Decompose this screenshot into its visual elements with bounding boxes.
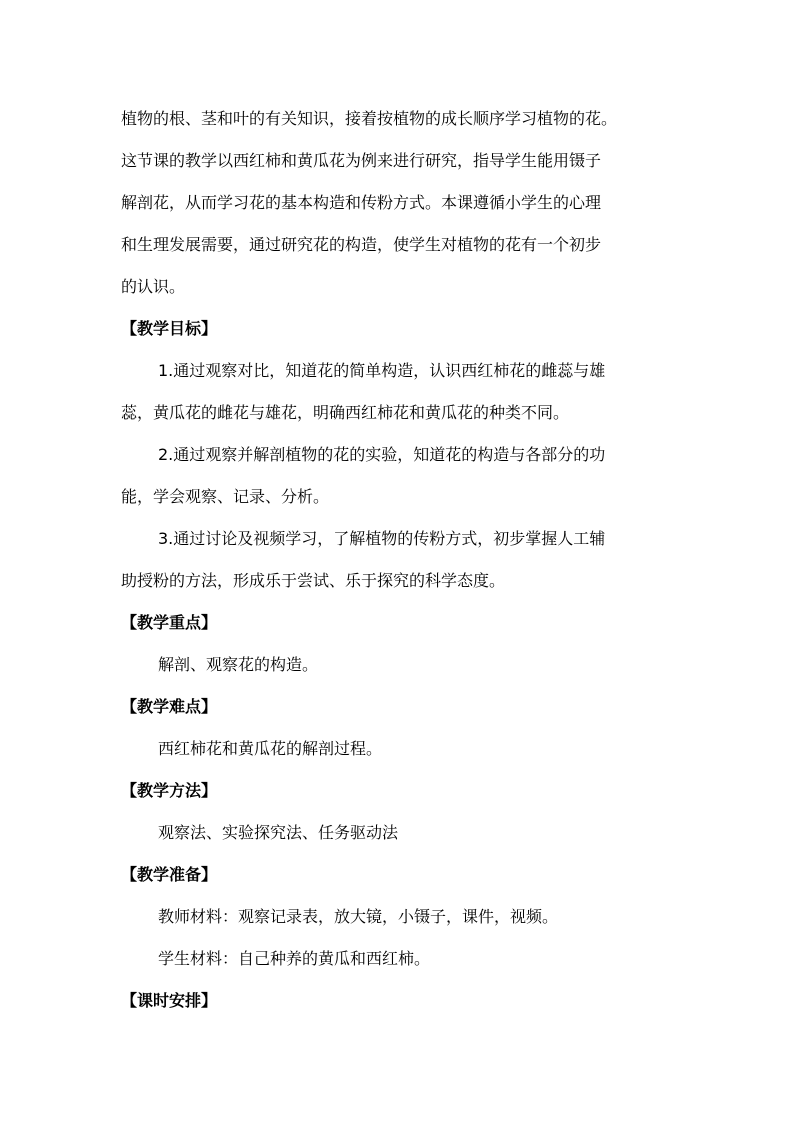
student-materials: 学生材料：自己种养的黄瓜和西红柿。: [158, 949, 431, 968]
objective-line: 3.通过讨论及视频学习，了解植物的传粉方式，初步掌握人工辅: [158, 529, 606, 548]
objective-item: [121, 434, 677, 518]
objective-line: 蕊，黄瓜花的雌花与雄花，明确西红柿花和黄瓜花的种类不同。: [121, 403, 570, 422]
intro-line: 的认识。: [121, 277, 186, 296]
difficulty-heading: 【教学难点】: [121, 697, 218, 716]
intro-line: 这节课的教学以西红柿和黄瓜花为例来进行研究，指导学生能用镊子: [121, 151, 602, 170]
method-heading: 【教学方法】: [121, 781, 218, 800]
objective-item: [121, 518, 677, 602]
intro-line: 植物的根、茎和叶的有关知识，接着按植物的成长顺序学习植物的花。: [121, 109, 618, 128]
key-point-heading: 【教学重点】: [121, 613, 218, 632]
objective-item: [121, 350, 677, 434]
intro-line: 和生理发展需要，通过研究花的构造，使学生对植物的花有一个初步: [121, 235, 602, 254]
method-text: 观察法、实验探究法、任务驱动法: [158, 823, 399, 842]
intro-line: 解剖花，从而学习花的基本构造和传粉方式。本课遵循小学生的心理: [121, 193, 602, 212]
teacher-materials: 教师材料：观察记录表，放大镜，小镊子，课件，视频。: [158, 907, 559, 926]
objective-line: 助授粉的方法，形成乐于尝试、乐于探究的科学态度。: [121, 571, 506, 590]
objective-line: 2.通过观察并解剖植物的花的实验，知道花的构造与各部分的功: [158, 445, 606, 464]
objective-line: 1.通过观察对比，知道花的简单构造，认识西红柿花的雌蕊与雄: [158, 361, 606, 380]
difficulty-text: 西红柿花和黄瓜花的解剖过程。: [158, 739, 383, 758]
intro-paragraph: [121, 98, 677, 308]
schedule-heading: 【课时安排】: [121, 991, 218, 1010]
preparation-heading: 【教学准备】: [121, 865, 218, 884]
objectives-heading: 【教学目标】: [121, 319, 218, 338]
objective-line: 能，学会观察、记录、分析。: [121, 487, 330, 506]
document-body: [121, 98, 677, 1022]
key-point-text: 解剖、观察花的构造。: [158, 655, 319, 674]
